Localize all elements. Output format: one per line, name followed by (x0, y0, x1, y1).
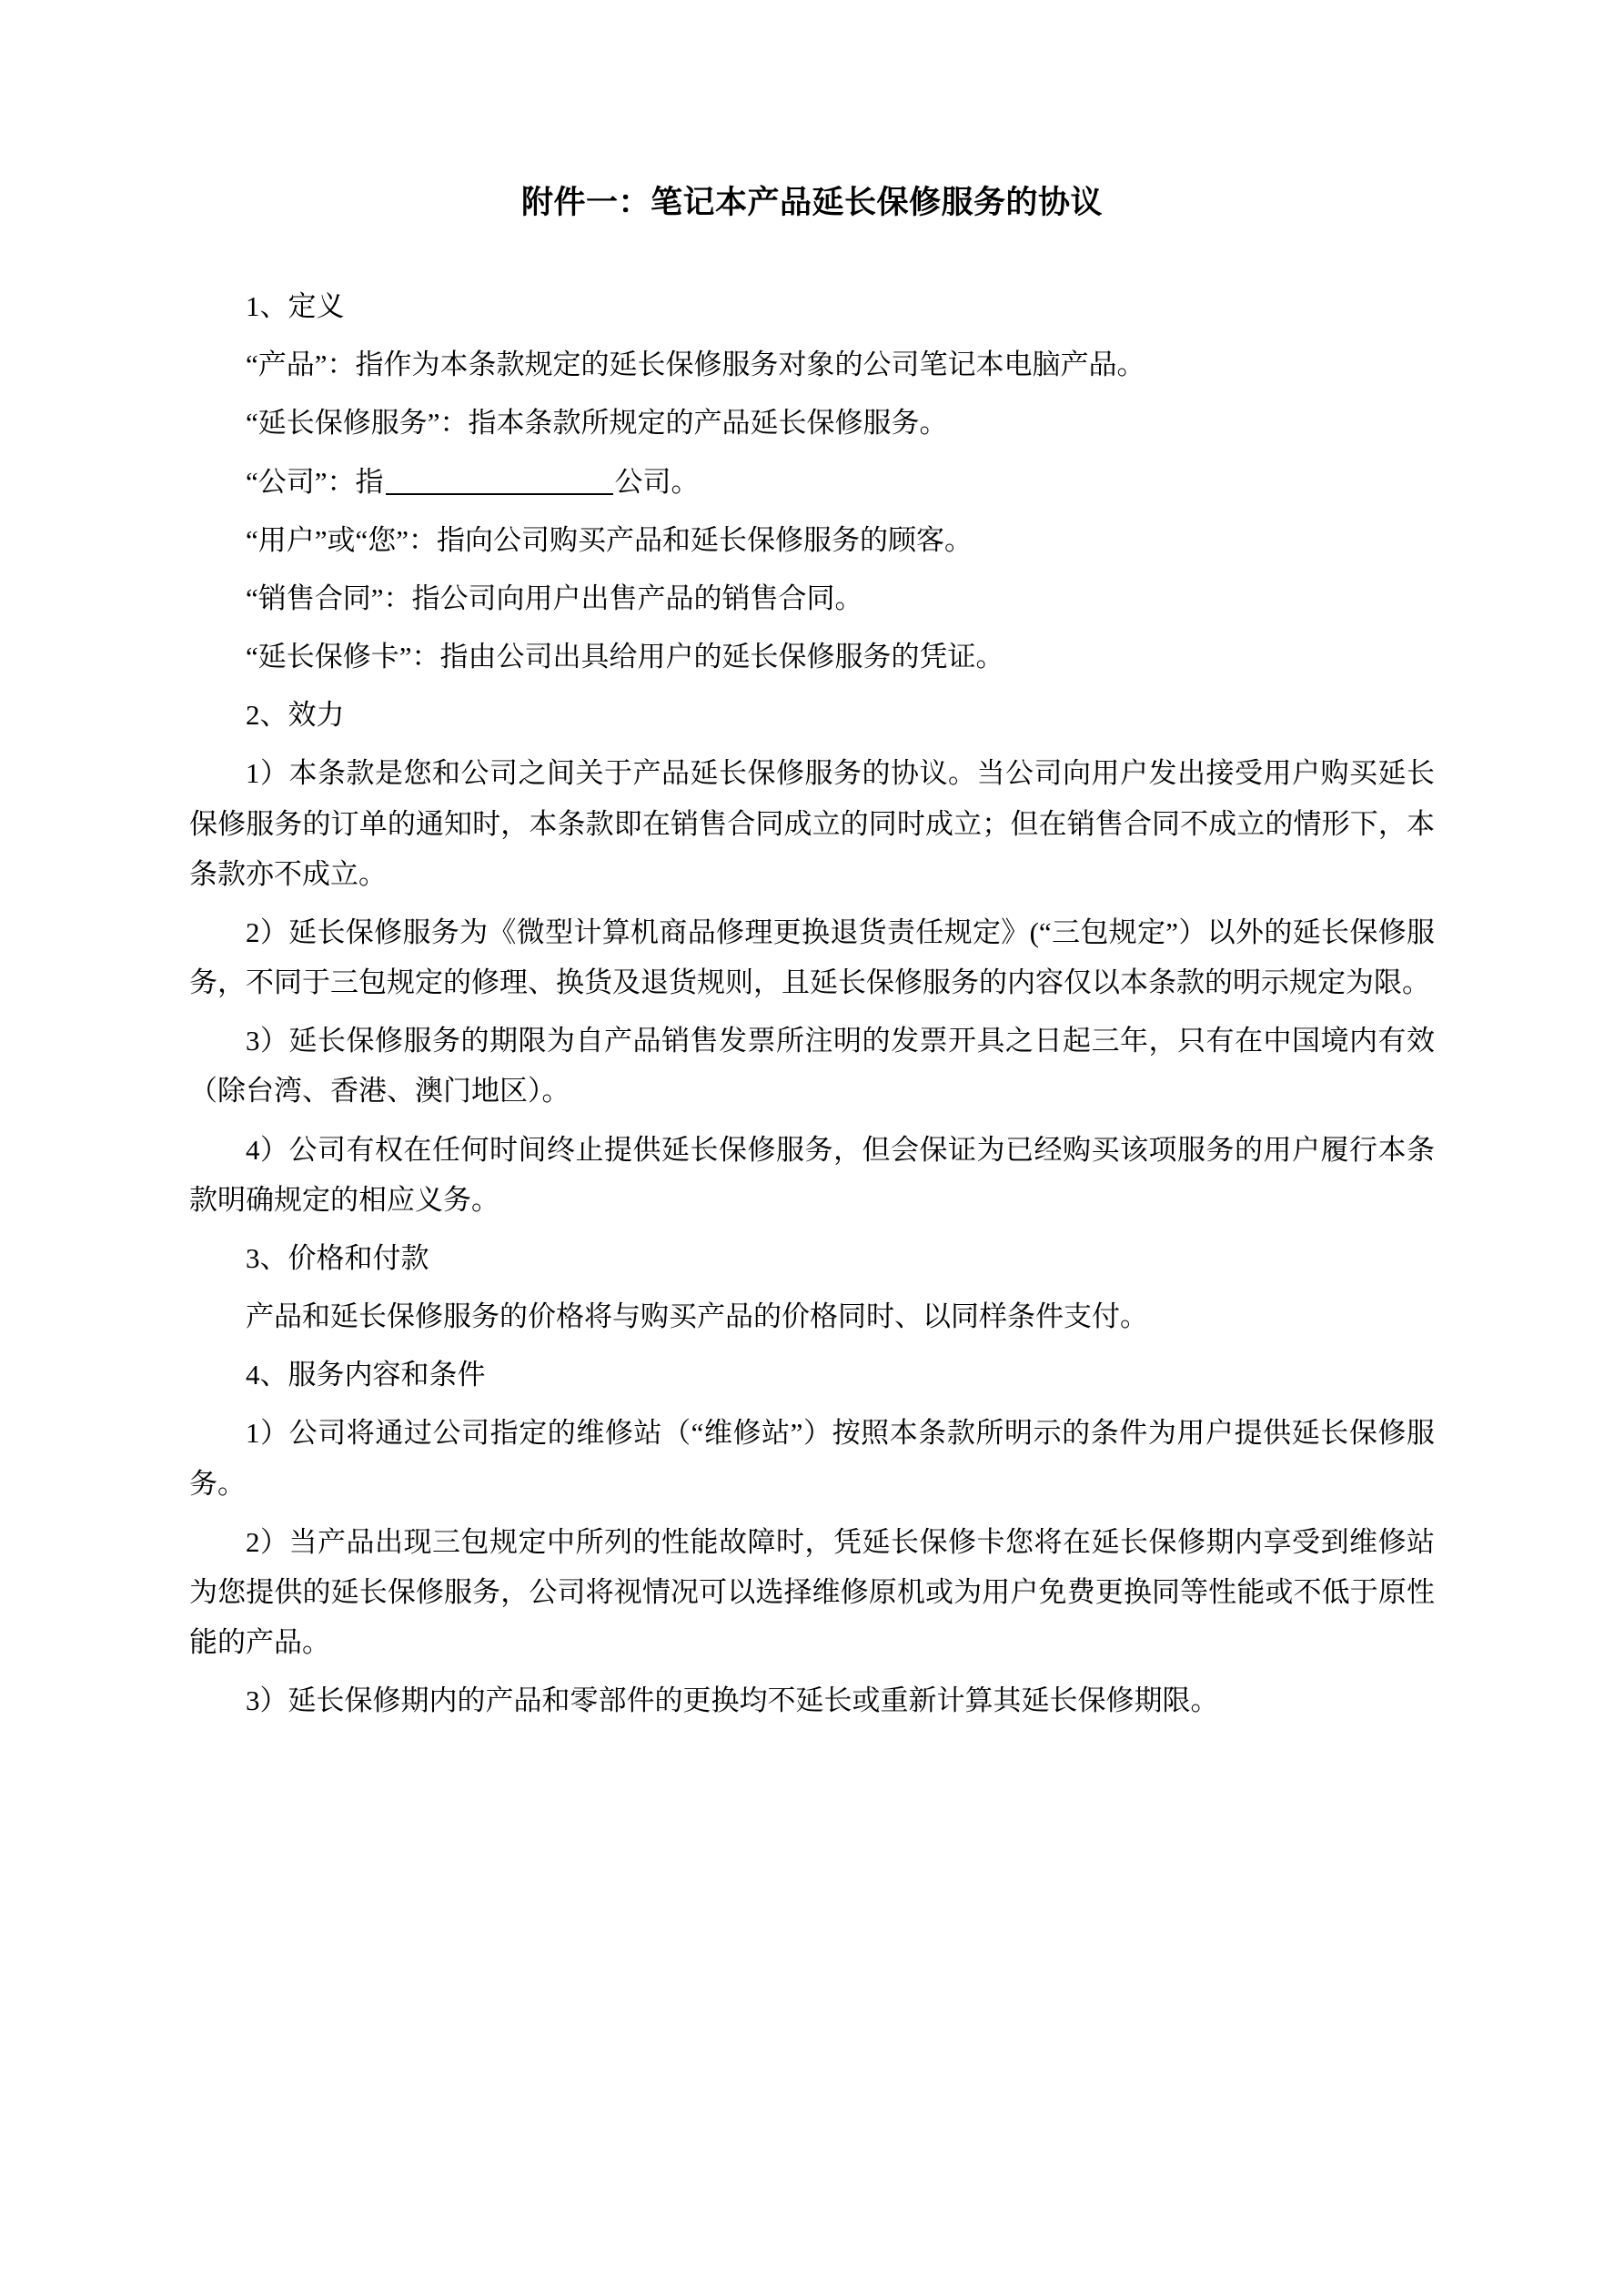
paragraph-definition-extended-warranty: “延长保修服务”：指本条款所规定的产品延长保修服务。 (246, 407, 948, 440)
paragraph-service-heading: 4、服务内容和条件 (246, 1359, 486, 1391)
paragraph-validity-4: 4）公司有权在任何时间终止提供延长保修服务，但会保证为已经购买该项服务的用户履行本条款明确规定的相应义务。 (189, 1133, 1435, 1216)
paragraph-validity-2: 2）延长保修服务为《微型计算机商品修理更换退货责任规定》(“三包规定”）以外的延长保修服务，不同于三包规定的修理、换货及退货规则，且延长保修服务的内容仅以本条款的明示规定为限。 (189, 915, 1435, 999)
paragraph-price-heading: 3、价格和付款 (246, 1241, 429, 1274)
paragraph-validity-heading: 2、效力 (246, 699, 345, 732)
paragraph-definition-sales-contract: “销售合同”：指公司向用户出售产品的销售合同。 (246, 582, 863, 614)
page-title: 附件一：笔记本产品延长保修服务的协议 (520, 185, 1103, 220)
company-suffix-text: 公司。 (614, 465, 700, 498)
paragraph-service-1: 1）公司将通过公司指定的维修站（“维修站”）按照本条款所明示的条件为用户提供延长保修服务。 (189, 1417, 1435, 1500)
paragraph-definition-warranty-card: “延长保修卡”：指由公司出具给用户的延长保修服务的凭证。 (246, 641, 1004, 673)
paragraph-definition-heading: 1、定义 (246, 290, 345, 322)
company-name-blank[interactable] (386, 493, 613, 495)
paragraph-validity-1: 1）本条款是您和公司之间关于产品延长保修服务的协议。当公司向用户发出接受用户购买延长保修服务的订单的通知时，本条款即在销售合同成立的同时成立；但在销售合同不成立的情形下，本条款亦不成立。 (189, 757, 1435, 890)
paragraph-validity-3: 3）延长保修服务的期限为自产品销售发票所注明的发票开具之日起三年，只有在中国境内有效（除台湾、香港、澳门地区）。 (189, 1025, 1435, 1108)
company-label-text: “公司”：指 (246, 465, 384, 498)
paragraph-definition-company (189, 457, 1435, 507)
paragraph-price-body: 产品和延长保修服务的价格将与购买产品的价格同时、以同样条件支付。 (246, 1300, 1148, 1333)
paragraph-service-3: 3）延长保修期内的产品和零部件的更换均不延长或重新计算其延长保修期限。 (246, 1684, 1219, 1717)
document-body (189, 281, 1435, 1725)
paragraph-definition-user: “用户”或“您”：指向公司购买产品和延长保修服务的顾客。 (246, 523, 973, 556)
paragraph-service-2: 2）当产品出现三包规定中所列的性能故障时，凭延长保修卡您将在延长保修期内享受到维修站为您提供的延长保修服务，公司将视情况可以选择维修原机或为用户免费更换同等性能或不低于原性能的产品。 (189, 1525, 1435, 1659)
paragraph-definition-product: “产品”：指作为本条款规定的延长保修服务对象的公司笔记本电脑产品。 (246, 349, 1145, 381)
